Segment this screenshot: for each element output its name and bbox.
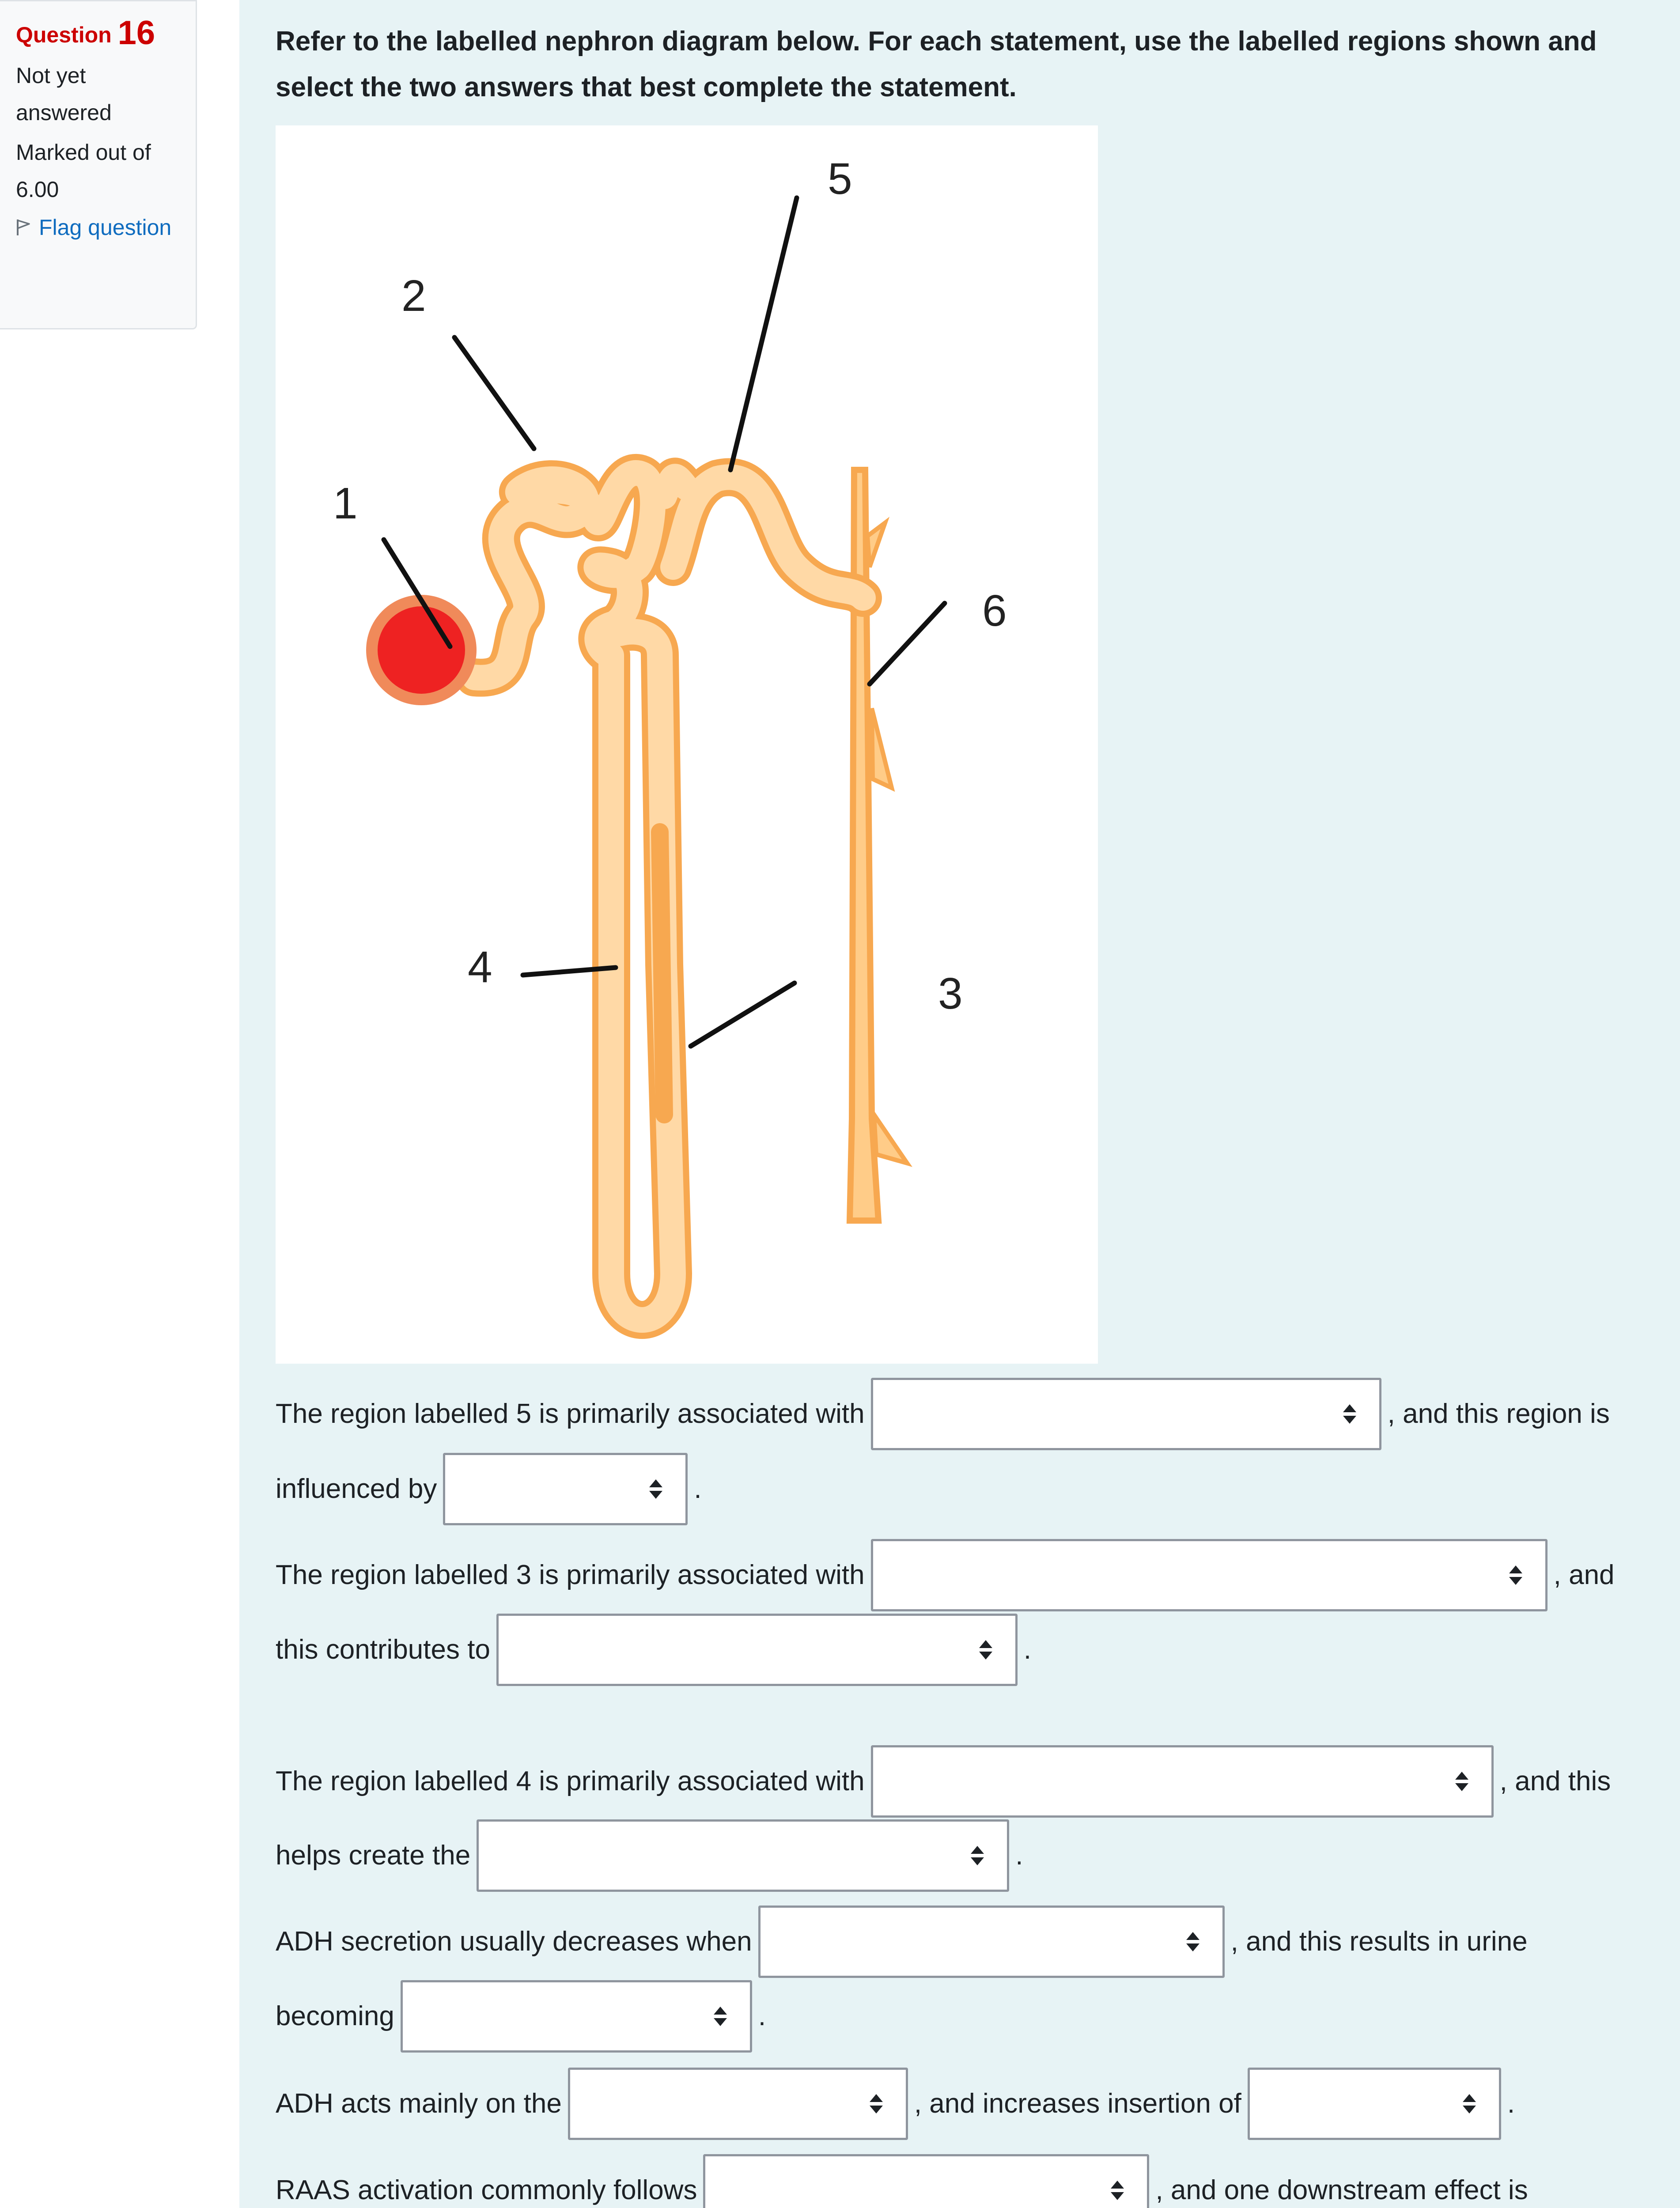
statement-4-text-b: , and this results in urine [1230, 1926, 1528, 1957]
flag-icon [16, 219, 31, 236]
statement-5-text-d: . [1507, 2088, 1515, 2119]
statement-2-text-a: The region labelled 3 is primarily associated with [276, 1560, 865, 1590]
statement-4-text-a: ADH secretion usually decreases when [276, 1926, 752, 1957]
statement-2-select-2[interactable] [496, 1614, 1018, 1686]
statement-3-text-c: helps create the [276, 1840, 471, 1871]
statement-4-select-2[interactable] [401, 1980, 752, 2053]
chevron-updown-icon [870, 2094, 883, 2113]
question-marks: Marked out of 6.00 [16, 140, 151, 202]
nephron-diagram [276, 125, 1098, 1364]
statement-5-text-a: ADH acts mainly on the [276, 2088, 562, 2119]
statement-4-line-2 [276, 1980, 766, 2053]
chevron-updown-icon [714, 2007, 727, 2026]
statement-4-text-c: becoming [276, 2001, 394, 2031]
chevron-updown-icon [1111, 2181, 1124, 2200]
statement-2-text-b: , and [1553, 1560, 1615, 1590]
statement-2-text-c: this contributes to [276, 1634, 490, 1665]
flag-question-link[interactable] [16, 209, 196, 246]
question-number-value: 16 [117, 14, 155, 52]
statement-5-select-1[interactable] [568, 2068, 908, 2140]
flag-question-label: Flag question [39, 215, 172, 240]
label-6: 6 [982, 586, 1007, 635]
question-text: Refer to the labelled nephron diagram below. For each statement, use the labelled regions shown and select the two answers that best complete the statement. [276, 26, 1597, 102]
statement-6-line-1 [276, 2154, 1528, 2208]
statement-5-text-b: , and increases insertion of [914, 2088, 1241, 2119]
question-number [16, 11, 196, 57]
question-info [0, 0, 197, 329]
glomerulus [372, 601, 471, 699]
statement-6-select-1[interactable] [703, 2154, 1149, 2208]
label-4: 4 [468, 942, 492, 992]
statement-6-text-b: , and one downstream effect is [1155, 2175, 1528, 2205]
chevron-updown-icon [971, 1846, 984, 1865]
statement-4-text-d: . [758, 2001, 766, 2031]
chevron-updown-icon [979, 1640, 992, 1660]
statement-2-text-d: . [1023, 1634, 1032, 1665]
question-state: Not yet answered [16, 63, 112, 125]
chevron-updown-icon [1463, 2094, 1476, 2113]
statement-4-select-1[interactable] [758, 1906, 1225, 1978]
statement-1-text-d: . [694, 1474, 702, 1504]
statement-2-line-1 [276, 1539, 1615, 1611]
chevron-updown-icon [1343, 1404, 1356, 1424]
statement-4-line-1 [276, 1906, 1528, 1978]
statement-3-text-d: . [1015, 1840, 1023, 1871]
nephron-illustration [276, 125, 1098, 1364]
chevron-updown-icon [1509, 1565, 1522, 1585]
statement-3-text-a: The region labelled 4 is primarily associated with [276, 1766, 865, 1796]
statement-1-select-2[interactable] [443, 1453, 688, 1525]
statement-1-line-2 [276, 1453, 702, 1525]
label-3: 3 [938, 969, 963, 1018]
label-1: 1 [333, 479, 358, 528]
statement-3-text-b: , and this [1499, 1766, 1611, 1796]
statement-1-text-c: influenced by [276, 1474, 437, 1504]
statement-1-line-1 [276, 1378, 1610, 1450]
statement-1-select-1[interactable] [871, 1378, 1381, 1450]
statement-3-line-2 [276, 1819, 1023, 1892]
question-label: Question [16, 23, 112, 47]
chevron-updown-icon [649, 1479, 662, 1499]
statement-3-select-1[interactable] [871, 1745, 1494, 1818]
statement-2-line-2 [276, 1614, 1031, 1686]
statement-2-select-1[interactable] [871, 1539, 1548, 1611]
label-5: 5 [828, 154, 852, 204]
chevron-updown-icon [1455, 1772, 1468, 1791]
statement-1-text-a: The region labelled 5 is primarily associated with [276, 1399, 865, 1429]
statement-3-line-1 [276, 1745, 1611, 1818]
question-content [239, 0, 1680, 2208]
statement-6-text-a: RAAS activation commonly follows [276, 2175, 697, 2205]
statement-5-select-2[interactable] [1248, 2068, 1501, 2140]
label-2: 2 [401, 271, 426, 321]
statement-3-select-2[interactable] [477, 1819, 1009, 1892]
statement-5-line-1 [276, 2068, 1515, 2140]
statement-1-text-b: , and this region is [1387, 1399, 1610, 1429]
chevron-updown-icon [1186, 1932, 1199, 1951]
